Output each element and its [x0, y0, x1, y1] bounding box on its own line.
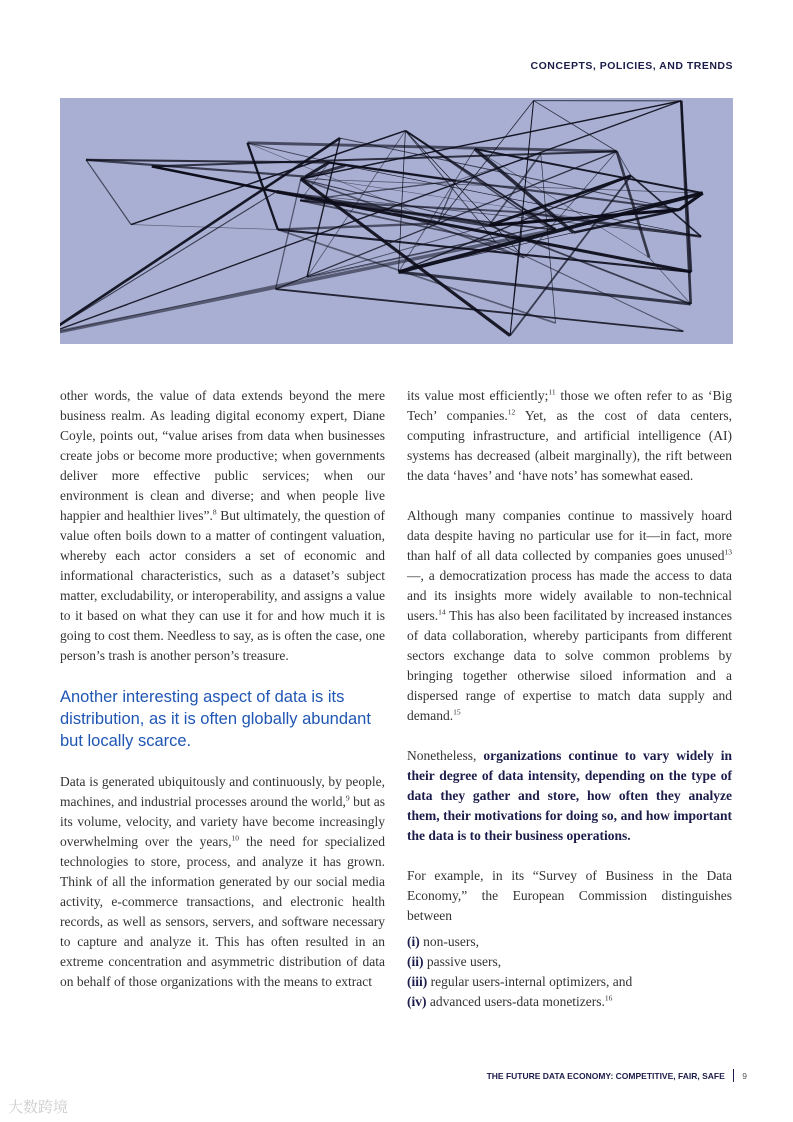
category-list [407, 932, 732, 1012]
network-line [278, 223, 438, 229]
footnote-ref: 8 [212, 507, 217, 517]
text: Although many companies continue to massively hoard data despite having no particular use for it—in fact, more than half of all data collected by companies goes unused [407, 508, 732, 563]
paragraph [407, 506, 732, 726]
footnote-ref: 12 [507, 407, 516, 417]
text: but as its volume, velocity, and variety have become increasingly overwhelming over the years, [60, 794, 385, 849]
text: For example, in its “Survey of Business in the Data Economy,” the European Commission distinguishes between [407, 868, 732, 923]
list-text: advanced users-data monetizers. [426, 994, 605, 1009]
network-image [60, 98, 733, 344]
footnote-ref: 15 [453, 707, 461, 717]
highlight-text: organizations continue to vary widely in their degree of data intensity, depending on the type of data they gather and store, how often they analyze them, their motivations for doing so, and how important the data is to their business operations. [407, 748, 732, 843]
network-line [398, 272, 690, 304]
network-line [681, 101, 691, 272]
network-line [86, 160, 131, 225]
text: Data is generated ubiquitously and continuously, by people, machines, and industrial processes around the world, [60, 774, 385, 809]
footnote-ref: 11 [548, 387, 556, 397]
footnote-ref: 9 [345, 793, 350, 803]
paragraph [407, 746, 732, 846]
section-header: CONCEPTS, POLICIES, AND TRENDS [530, 60, 733, 72]
pull-quote: Another interesting aspect of data is its distribution, as it is often globally abundant but locally scarce. [60, 688, 371, 750]
list-item [407, 992, 732, 1012]
list-numeral: (iii) [407, 974, 428, 989]
footnote-ref: 10 [231, 833, 240, 843]
watermark-logo: 大数跨境 [8, 1098, 69, 1116]
text: —, a democratization process has made the access to data and its insights more widely available to non-technical users. [407, 568, 732, 623]
network-line [329, 163, 456, 181]
page-number: 9 [742, 1070, 747, 1081]
footer-divider [733, 1069, 735, 1082]
text: Yet, as the cost of data centers, computing infrastructure, and artificial intelligence (AI) systems has decreased (albeit marginally), the rift between the data ‘haves’ and ‘have nots’ has somewhat eased. [407, 408, 732, 483]
right-column [407, 386, 732, 1012]
text: This has also been facilitated by increased instances of data collaboration, whereby participants from different sectors exchange data to solve common problems by bringing together otherwise siloed information and a dispersed range of expertise to match data supply and demand. [407, 608, 732, 723]
left-column [60, 386, 385, 1012]
footnote-ref: 14 [438, 607, 446, 617]
list-numeral: (i) [407, 934, 420, 949]
footnote-ref: 16 [604, 993, 613, 1003]
footer-title: THE FUTURE DATA ECONOMY: COMPETITIVE, FAIR, SAFE [486, 1070, 725, 1081]
list-text: non-users, [419, 934, 479, 949]
list-numeral: (iv) [407, 994, 427, 1009]
paragraph [60, 386, 385, 666]
list-item [407, 932, 732, 952]
list-text: passive users, [423, 954, 502, 969]
network-line [534, 101, 617, 152]
text: the need for specialized technologies to store, process, and analyze it has grown. Think of all the information generated by our social media activity, e-commerce transactions, and electronic health records, as well as sensors, servers, and software necessary to capture and analyze it. This has often resulted in an extreme concentration and asymmetric distribution of data on behalf of those organizations with the means to extract [60, 834, 385, 989]
list-item [407, 972, 732, 992]
network-line [649, 257, 691, 304]
paragraph [407, 866, 732, 926]
network-line [247, 143, 616, 151]
paragraph [407, 386, 732, 486]
text: its value most efficiently; [407, 388, 549, 403]
list-item [407, 952, 732, 972]
paragraph [60, 772, 385, 992]
network-line [456, 154, 541, 181]
list-text: regular users-internal optimizers, and [427, 974, 633, 989]
text: But ultimately, the question of value often boils down to a matter of contingent valuation, whereby each actor considers a set of economic and informational characteristics, such as a dataset’s subject matter, excludability, or interoperability, and assigns a value to it based on what they can use it for and how much it is going to cost them. Needless to say, as is often the case, one person’s trash is another person’s treasure. [60, 508, 385, 663]
network-line [152, 151, 617, 166]
network-line [60, 192, 276, 335]
list-numeral: (ii) [407, 954, 424, 969]
text: those we often refer to as ‘Big Tech’ companies. [407, 388, 732, 423]
text: other words, the value of data extends beyond the mere business realm. As leading digital economy expert, Diane Coyle, points out, “value arises from data when businesses create jobs or become more productive; when governments deliver more effective public services; when our environment is clean and diverse; and when people live happier and healthier lives”. [60, 388, 385, 523]
text: Nonetheless, [407, 748, 484, 763]
footnote-ref: 13 [724, 547, 732, 557]
page-footer [487, 1069, 747, 1082]
